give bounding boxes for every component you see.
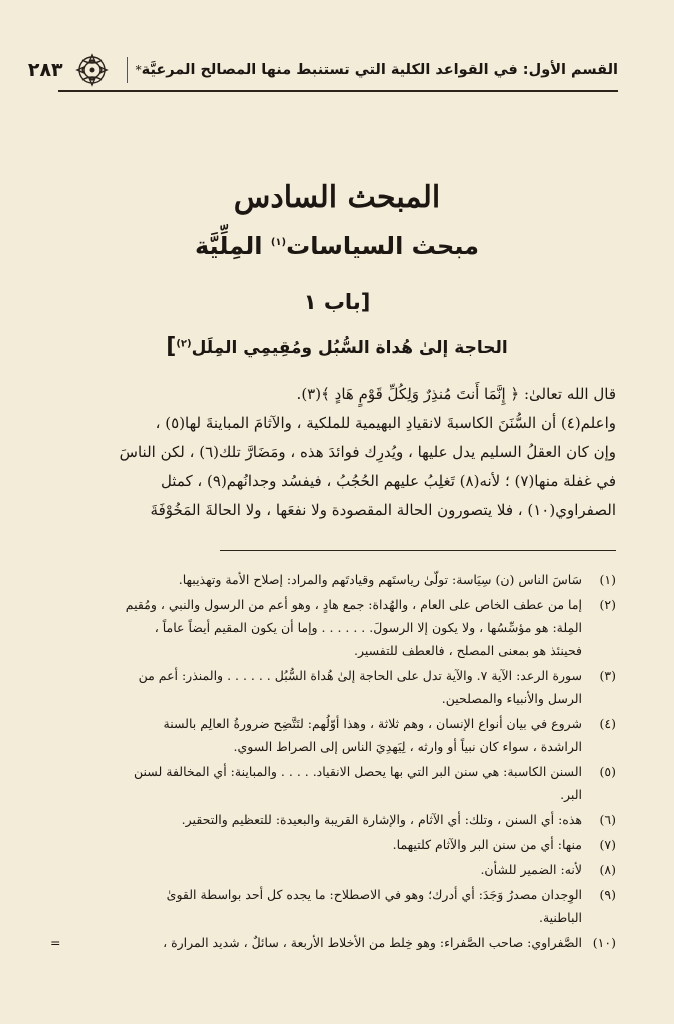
rosette-ornament-icon: [71, 52, 113, 88]
continuation-mark: =: [50, 935, 61, 950]
text-line: واعلم(٤) أن السُّنَنَ الكاسبةَ لانقيادِ البهيمية للملكية ، والآثامَ المباينةَ لها(٥) ،: [155, 414, 616, 432]
section-label: [باب ١: [303, 290, 371, 314]
footnote-line: شروع في بيان أنواع الإنسان ، وهم ثلاثة ، وهذا أوّلُهم: لتَتَّضِح ضرورةُ العالِم بالسنة: [163, 716, 582, 731]
footnote-line: الوِجدان مصدرُ وَجَدَ: أي أدرك؛ وهو في الاصطلاح: ما يجده كل أحد بواسطة القوىٰ: [166, 887, 582, 902]
text-line: الصفراوي(١٠) ، فلا يتصورون الحالة المقصودة ولا نفعَها ، ولا الحالةَ المَخُوْفَةَ: [150, 501, 616, 519]
footnote-line: البر.: [560, 787, 582, 802]
footnote-line: الراشدة ، سواء كان نبياً أو وارثه ، لِيَهدِيَ الناس إلى الصراط السوي.: [233, 739, 582, 754]
footnote-line: سَاسَ الناس (ن) سِيَاسة: تولّىٰ رياستَهم وقيادتَهم والمراد: إصلاح الأمة وتهذيبها.: [178, 572, 582, 587]
footnote-line: الباطنية.: [538, 910, 582, 925]
footnote: [50, 568, 616, 591]
footnote-line: سورة الرعد: الآية ٧. والآية تدل على الحاجة إلىٰ هُداة السُّبُل . . . . . . والمنذر: أعم من: [138, 668, 582, 683]
footnote: [50, 760, 616, 806]
footnote: [50, 808, 616, 831]
footnote: [50, 664, 616, 710]
header-mark: *: [135, 63, 142, 77]
footnote-line: إما من عطف الخاص على العام ، والهُداة: جمع هادٍ ، وهو أعم من الرسول والنبي ، ومُقيم: [125, 597, 582, 612]
footnote-line: الصَّفراوي: صاحب الصَّفراء: وهو خِلط من الأخلاط الأربعة ، سائلٌ ، شديد المرارة ،: [163, 935, 582, 950]
footnote-number: (٧): [599, 837, 616, 852]
footnote: [50, 833, 616, 856]
footnote-line: هذه: أي السنن ، وتلك: أي الآثام ، والإشارة القريبة والبعيدة: للتعظيم والتحقير.: [181, 812, 582, 827]
section-title-close: ]: [166, 334, 177, 359]
footnote-line: السنن الكاسبة: هي سنن البر التي بها يحصل الانقياد. . . . . والمباينة: أي المخالفة لسنن: [134, 764, 582, 779]
running-header: [27, 50, 618, 92]
footnote: [50, 883, 616, 929]
chapter-subtitle-end: المِلِّيَّة: [194, 232, 263, 260]
footnote-line: الرسل والأنبياء والمصلحين.: [441, 691, 582, 706]
text-line: في غفلة منها(٧) ؛ لأنه(٨) تَغلِبُ عليهم الحُجُبُ ، فيفسُد وجدانُهم(٩) ، كمثل: [160, 472, 616, 490]
section-title-text: الحاجة إلىٰ هُداة السُّبُل ومُقِيمِي المِلَل: [191, 338, 508, 358]
footnote-line: المِلة: هو مؤسِّسُها ، ولا يكون إلا الرسولَ. . . . . . . وإما أن يكون المقيم أيضاً عاماً ،: [154, 620, 582, 635]
footnote-number: (٩): [599, 887, 616, 902]
header-divider: [127, 57, 128, 83]
footnote-number: (١٠): [592, 935, 616, 950]
section-footnote-ref: (٢): [176, 338, 192, 350]
footnote-line: لأنه: الضمير للشأن.: [480, 862, 582, 877]
footnote-separator: [220, 550, 616, 551]
footnote-number: (٤): [599, 716, 616, 731]
running-title: القسم الأول: في القواعد الكلية التي تستنبط منها المصالح المرعيَّة: [141, 62, 618, 78]
chapter-title: المبحث السادس: [233, 180, 441, 215]
chapter-subtitle-text: مبحث السياسات: [286, 232, 480, 260]
footnote: [50, 593, 616, 662]
footnote: [50, 712, 616, 758]
page-number: ٢٨٣: [27, 59, 63, 81]
text-line: وإن كان العقلُ السليم يدل عليها ، ويُدرِك فوائدَ هذه ، ومَضَارَّ تلك(٦) ، لكن الناسَ: [119, 443, 616, 461]
chapter-subtitle: [0, 232, 674, 260]
footnote-number: (٨): [599, 862, 616, 877]
footnote: [50, 931, 616, 954]
page-number-block: [28, 52, 142, 88]
footnote-number: (٥): [599, 764, 616, 779]
footnote-number: (٦): [599, 812, 616, 827]
footnote-number: (١): [599, 572, 616, 587]
footnotes: [50, 568, 616, 956]
chapter-footnote-ref: (١): [270, 237, 287, 248]
main-text: [58, 380, 616, 525]
footnote: [50, 858, 616, 881]
text-line: قال الله تعالىٰ: ﴿ إِنَّمَا أَنتَ مُنذِرٌ وَلِكُلِّ قَوْمٍ هَادٍ ﴾(٣).: [296, 385, 616, 403]
footnote-number: (٢): [599, 597, 616, 612]
section-title: [40, 334, 634, 359]
footnote-number: (٣): [599, 668, 616, 683]
footnote-line: فحينئذ هو بمعنى المصلح ، فالعطف للتفسير.: [354, 643, 582, 658]
footnote-line: منها: أي من سنن البر والآثام كلتيهما.: [392, 837, 582, 852]
